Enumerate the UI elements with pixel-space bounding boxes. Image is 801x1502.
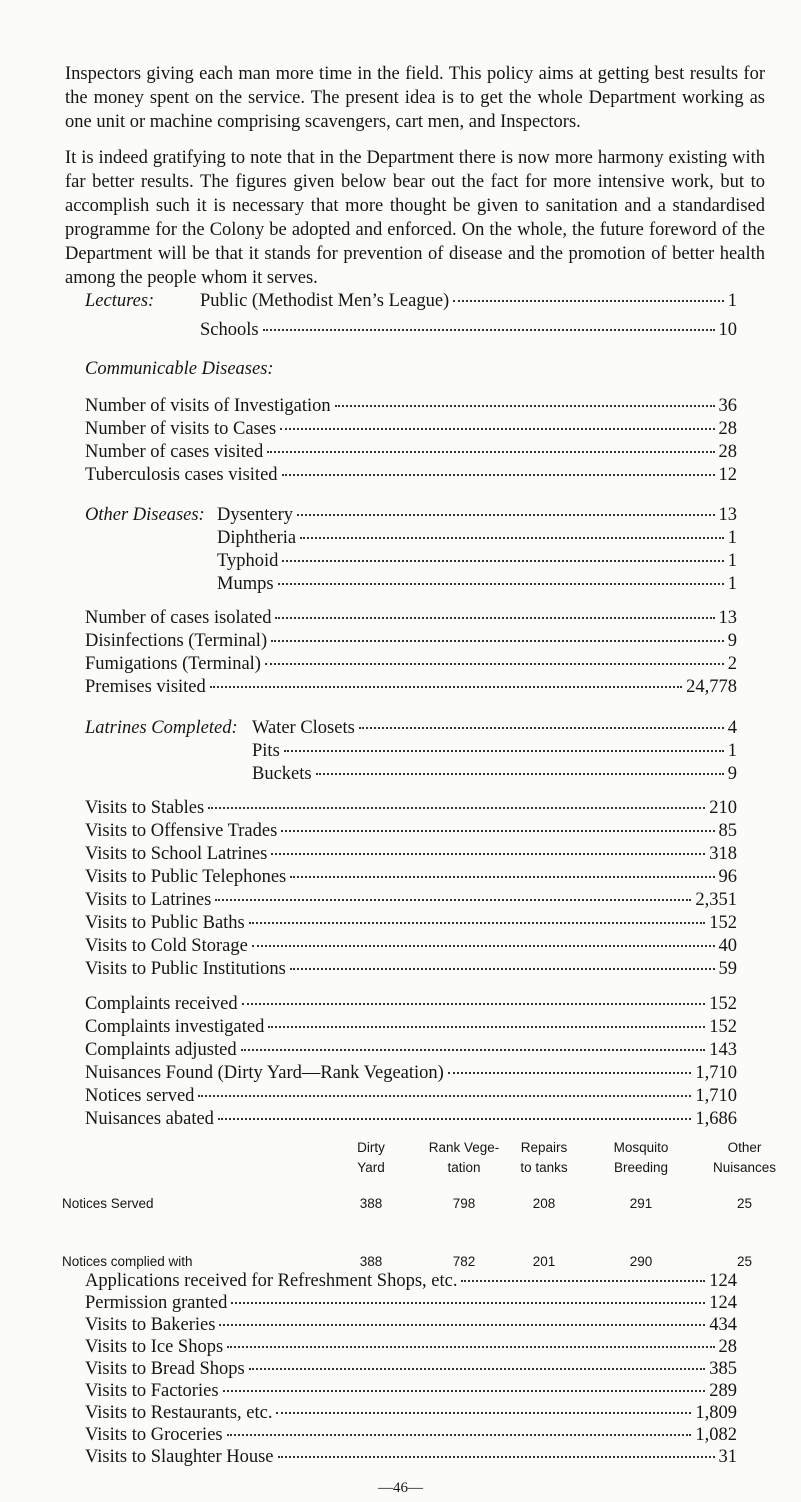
list-item: Visits to Public Telephones 96 [85,867,737,887]
list-item: Visits to Latrines 2,351 [85,890,737,910]
list-item: Tuberculosis cases visited 12 [85,465,737,485]
list-item: Schools 10 [200,320,737,340]
list-item: Complaints adjusted 143 [85,1040,737,1060]
column-header-rank-vegetation: Rank Vege- tation [428,1140,500,1175]
list-item: Water Closets 4 [252,718,737,738]
column-header-repairs: Repairs to tanks [520,1140,568,1175]
column-header-mosquito: Mosquito Breeding [613,1140,669,1175]
list-item: Complaints received 152 [85,994,737,1014]
latrines-heading: Latrines Completed: [85,718,238,738]
list-item: Dysentery 13 [217,505,737,525]
list-item: Visits to Bread Shops 385 [85,1358,737,1379]
list-item: Buckets 9 [252,764,737,784]
list-item: Complaints investigated 152 [85,1017,737,1037]
list-item: Visits to Stables 210 [85,798,737,818]
list-item: Premises visited 24,778 [85,677,737,697]
list-item: Diphtheria 1 [217,528,737,548]
page-number: —46— [378,1480,423,1496]
communicable-heading: Communicable Diseases: [85,359,274,379]
list-item: Visits to Restaurants, etc. 1,809 [85,1402,737,1423]
list-item: Typhoid 1 [217,551,737,571]
list-item: Number of visits of Investigation 36 [85,396,737,416]
list-item: Nuisances Found (Dirty Yard—Rank Vegeation) 1,710 [85,1063,737,1083]
list-item: Pits 1 [252,741,737,761]
list-item: Number of cases isolated 13 [85,608,737,628]
list-item: Fumigations (Terminal) 2 [85,654,737,674]
list-item: Notices served 1,710 [85,1086,737,1106]
column-header-other: Other Nuisances [712,1140,777,1175]
list-item: Visits to Ice Shops 28 [85,1336,737,1357]
lectures-heading: Lectures: [85,291,155,311]
list-item: Applications received for Refreshment Shops, etc. 124 [85,1271,737,1291]
list-item: Number of visits to Cases 28 [85,419,737,439]
document-page: Inspectors giving each man more time in the field. This policy aims at getting best results for the money spent on the service. The present idea is to get the whole Department working as one unit or machine comprising scavengers, cart men, and Inspectors. It is indeed gratifying to note that in the Department there is now more harmony existing with far better results. The figures given below bear out the fact for more intensive work, but to accomplish such it is necessary that more thought be given to sanitation and a standardised programme for the Colony be adopted and enforced. On the whole, the future foreword of the Department will be that it stands for prevention of disease and the promotion of better health among the people whom it serves. Lectures: Public (Methodist Men’s League) 1 Schools 10 Communicable Diseases: Number of visits of Investigation 36 Number of visits to Cases 28 Number of cases visited 28 Tuberculosis cases visited 12 Other Diseases: Dysentery 13 Diphtheria 1 Typhoid 1 Mumps 1 Number of cases isolated 13 Disinfections (Terminal) 9 Fumigations (Terminal) 2 Premises visited 24,778 Latrines Completed: Water Closets 4 Pits 1 Buckets 9 Visits to Stables 210 Visits to Offensive Trades 85 Visits to School Latrines 318 Visits to Public Telephones 96 Visits to Latrines 2,351 Visits to Public Baths 152 Visits to Cold Storage 40 Visits to Public Institutions 59 Complaints received 152 Complaints investigated 152 Complaints adjusted 143 Nuisances Found (Dirty Yard—Rank Vegeation) 1,710 Notices served 1,710 Nuisances abated 1,686 Dirty Yard Rank Vege- tation Repairs to tanks Mosquito Breeding Other Nuisances Notices Served 388 798 208 291 25 Notices complied with 388 782 201 290 25 Applications received for Refreshment Shops, etc. 124 Permission granted 124 Visits to Bakeries 434 Visits to Ice Shops 28 Visits to Bread Shops 385 Visits to Factories 289 Visits to Restaurants, etc. 1,809 Visits to Groceries 1,082 —46— Visits to Slaughter House 31 [0,0,801,1502]
list-item: Disinfections (Terminal) 9 [85,631,737,651]
list-item: Mumps 1 [217,574,737,594]
list-item: Visits to School Latrines 318 [85,844,737,864]
list-item: Visits to Offensive Trades 85 [85,821,737,841]
list-item: Public (Methodist Men’s League) 1 [200,291,737,311]
other-diseases-heading: Other Diseases: [85,505,205,525]
list-item: Visits to Slaughter House 31 [85,1446,737,1467]
column-header-dirty-yard: Dirty Yard [357,1140,385,1175]
list-item: Permission granted 124 [85,1292,737,1313]
paragraph-1: Inspectors giving each man more time in the field. This policy aims at getting best results for the money spent on the service. The present idea is to get the whole Department working as one unit or machine comprising scavengers, cart men, and Inspectors. [65,64,765,132]
list-item: Visits to Public Institutions 59 [85,959,737,979]
list-item: Visits to Bakeries 434 [85,1314,737,1335]
list-item: Nuisances abated 1,686 [85,1109,737,1129]
list-item: Visits to Factories 289 [85,1380,737,1401]
list-item: Visits to Cold Storage 40 [85,936,737,956]
list-item: Number of cases visited 28 [85,442,737,462]
paragraph-2: It is indeed gratifying to note that in the Department there is now more harmony existing with far better results. The figures given below bear out the fact for more intensive work, but to accomplish such it is necessary that more thought be given to sanitation and a standardised programme for the Colony be adopted and enforced. On the whole, the future foreword of the Department will be that it stands for prevention of disease and the promotion of better health among the people whom it serves. [65,148,765,288]
list-item: Visits to Public Baths 152 [85,913,737,933]
list-item: Visits to Groceries 1,082 [85,1424,737,1445]
